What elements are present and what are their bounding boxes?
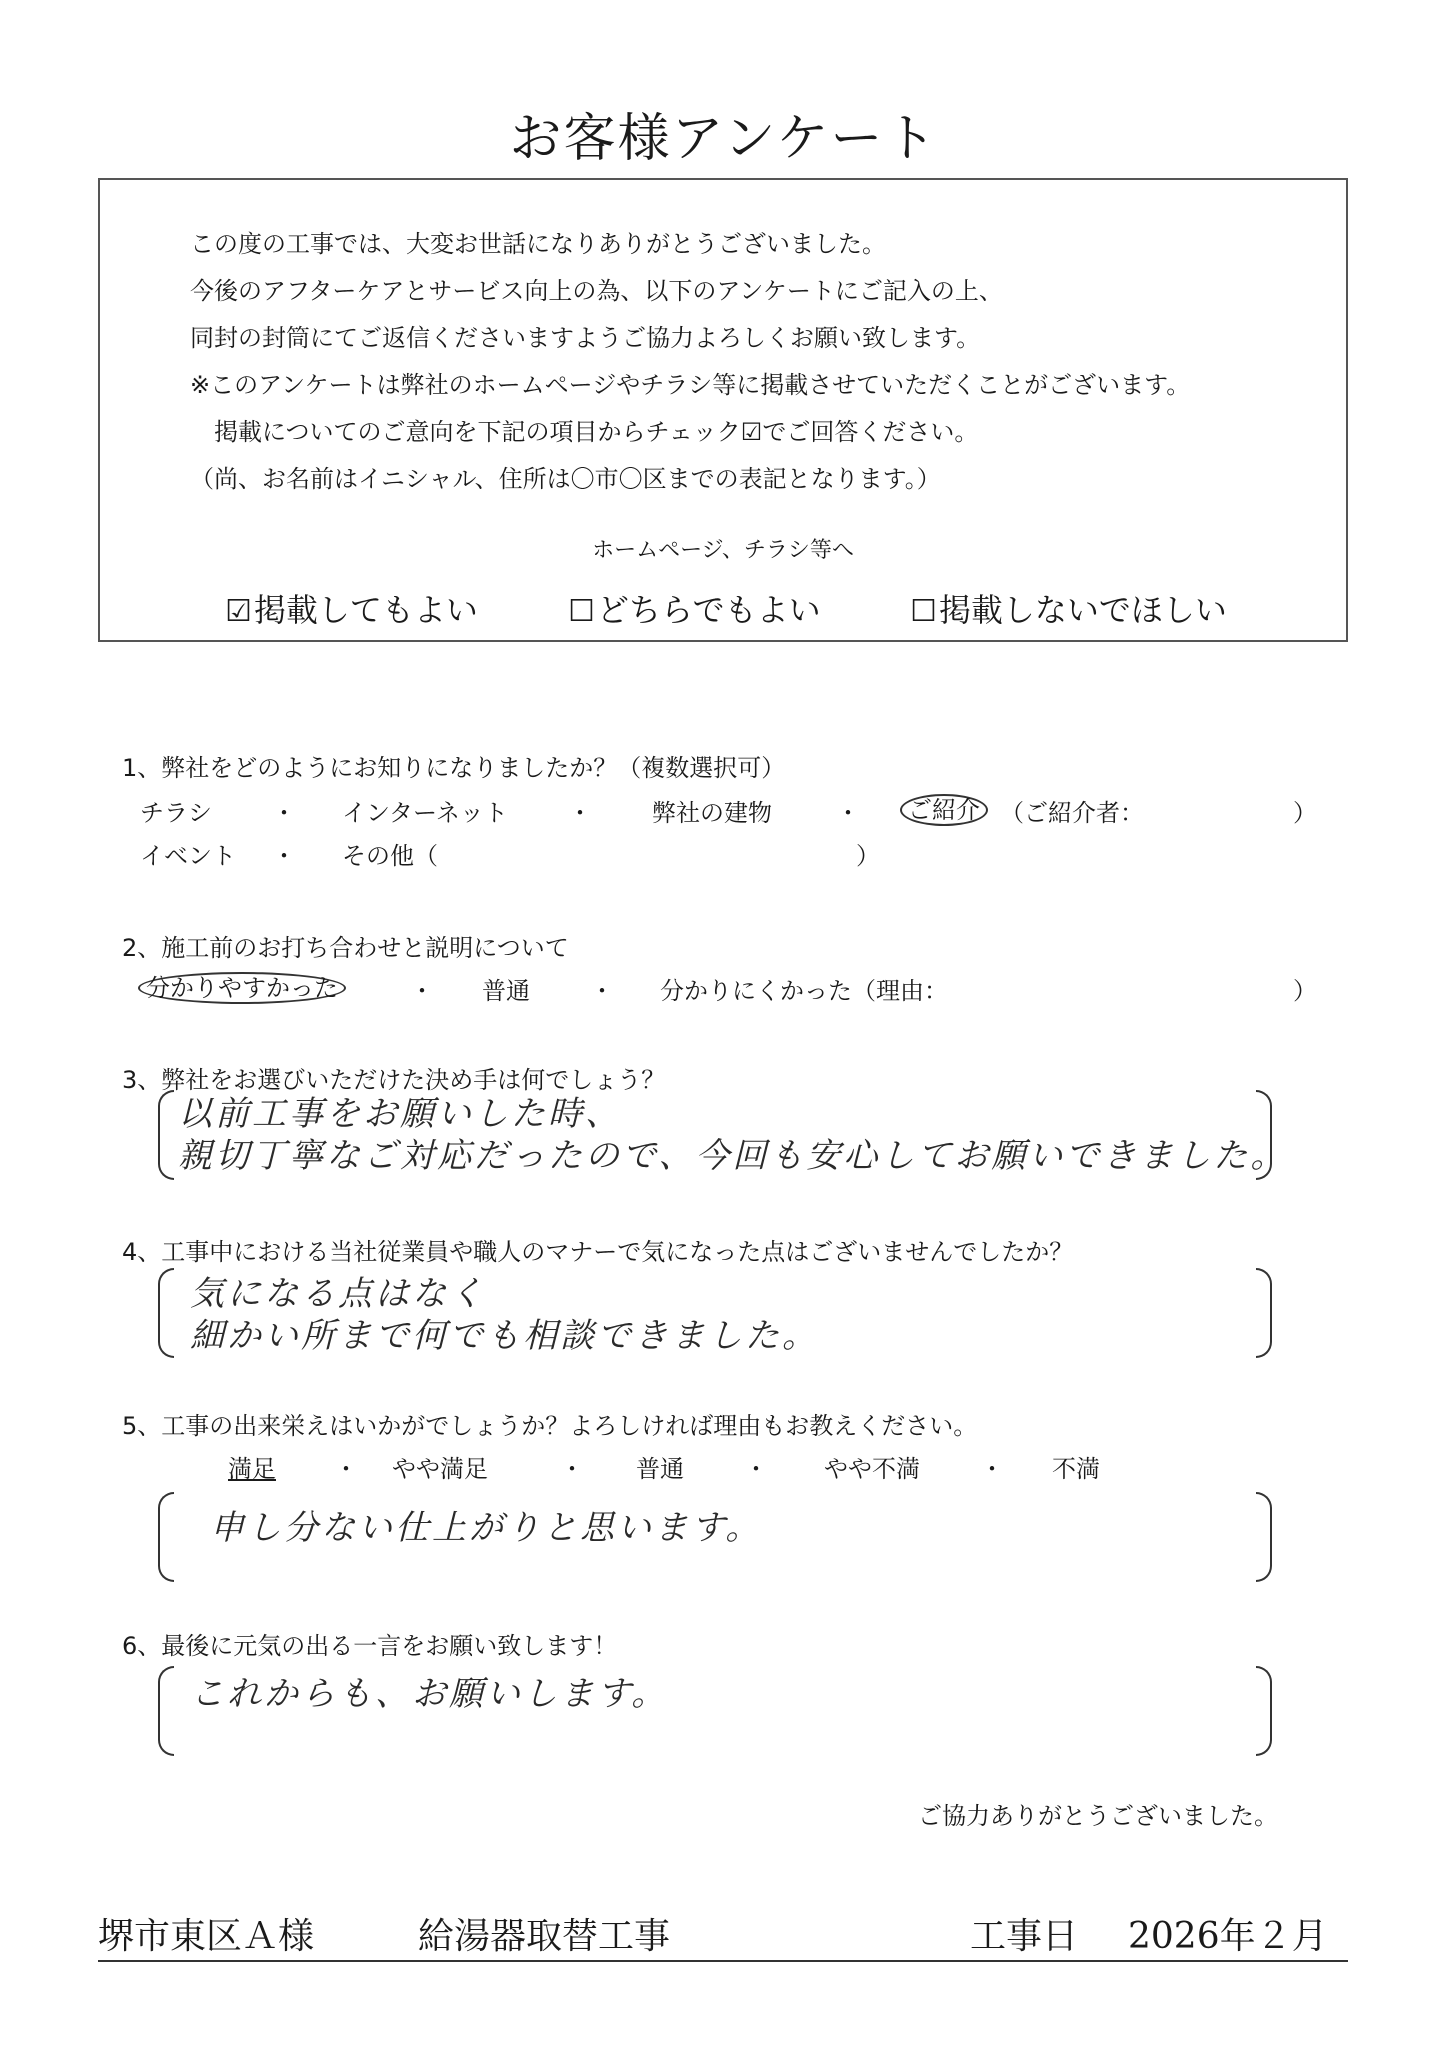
intro-line: ※このアンケートは弊社のホームページやチラシ等に掲載させていただくことがございます。	[190, 371, 1191, 399]
q3-answer-line[interactable]: 以前工事をお願いした時、	[178, 1094, 622, 1134]
footer-date-label: 工事日	[970, 1916, 1079, 1957]
intro-box	[98, 178, 1348, 642]
q3-answer-line[interactable]: 親切丁寧なご対応だったので、今回も安心してお願いできました。	[178, 1136, 1288, 1176]
thanks-message: ご協力ありがとうございました。	[918, 1802, 1278, 1830]
q2-option-unclear[interactable]: 分かりにくかった（理由：	[660, 977, 948, 1005]
answer-bracket-right	[1256, 1492, 1272, 1582]
answer-bracket-right	[1256, 1268, 1272, 1358]
q5-option-satisfied-selected[interactable]: 満足	[228, 1455, 276, 1483]
publish-option-no[interactable]	[910, 585, 1227, 631]
q1-option-flyer[interactable]: チラシ	[140, 799, 212, 827]
answer-bracket-left	[158, 1268, 174, 1358]
q5-answer-line[interactable]: 申し分ない仕上がりと思います。	[210, 1508, 763, 1548]
q1-separator: ・	[272, 842, 296, 870]
q1-referrer-label: （ご紹介者：	[1000, 799, 1144, 827]
q5-option-normal[interactable]: 普通	[636, 1455, 684, 1483]
intro-line: 掲載についてのご意向を下記の項目からチェック☑でご回答ください。	[190, 418, 979, 446]
q2-reason-close: ）	[1293, 977, 1317, 1005]
q4-answer-line[interactable]: 細かい所まで何でも相談できました。	[190, 1316, 819, 1356]
footer-divider	[98, 1960, 1348, 1962]
footer-customer: 堺市東区Ａ様	[98, 1916, 315, 1957]
question-2: 2、施工前のお打ち合わせと説明について	[122, 934, 569, 962]
footer-date-value: 2026年２月	[1128, 1916, 1328, 1957]
q1-option-internet[interactable]: インターネット	[342, 799, 508, 827]
q2-option-clear: 分かりやすかった	[138, 972, 346, 1004]
intro-line: この度の工事では、大変お世話になりありがとうございました。	[190, 230, 886, 258]
q1-option-referral: ご紹介	[900, 794, 988, 826]
q5-option-somewhat-dissatisfied[interactable]: やや不満	[824, 1455, 920, 1483]
answer-bracket-right	[1256, 1666, 1272, 1756]
q5-separator: ・	[334, 1455, 358, 1483]
checkbox-icon[interactable]: ☑	[225, 594, 252, 629]
q2-option-normal[interactable]: 普通	[482, 977, 530, 1005]
q1-option-building[interactable]: 弊社の建物	[652, 799, 772, 827]
answer-bracket-left	[158, 1492, 174, 1582]
q1-option-other[interactable]: その他（	[342, 842, 438, 870]
publish-option-ok[interactable]	[225, 585, 478, 631]
q5-option-somewhat-satisfied[interactable]: やや満足	[392, 1455, 488, 1483]
question-1: 1、弊社をどのようにお知りになりましたか？（複数選択可）	[122, 754, 786, 782]
publish-option-label: 掲載しないでほしい	[938, 591, 1227, 629]
q5-option-dissatisfied[interactable]: 不満	[1052, 1455, 1100, 1483]
answer-bracket-left	[158, 1666, 174, 1756]
publish-option-label: 掲載してもよい	[253, 591, 478, 629]
q5-separator: ・	[744, 1455, 768, 1483]
q1-separator: ・	[836, 799, 860, 827]
q2-option-clear-selected[interactable]	[138, 968, 346, 1003]
answer-bracket-left	[158, 1090, 174, 1180]
q1-separator: ・	[272, 799, 296, 827]
checkbox-icon[interactable]: ☐	[910, 594, 937, 629]
intro-line: （尚、お名前はイニシャル、住所は〇市〇区までの表記となります。）	[190, 465, 941, 493]
intro-line: 今後のアフターケアとサービス向上の為、以下のアンケートにご記入の上、	[190, 277, 1003, 305]
q4-answer-line[interactable]: 気になる点はなく	[190, 1274, 486, 1314]
q5-separator: ・	[980, 1455, 1004, 1483]
q1-referrer-close: ）	[1293, 799, 1317, 827]
publish-option-label: どちらでもよい	[596, 591, 821, 629]
q2-separator: ・	[590, 977, 614, 1005]
q1-other-close: ）	[856, 842, 880, 870]
publish-option-either[interactable]	[568, 585, 821, 631]
question-5: 5、工事の出来栄えはいかがでしょうか？よろしければ理由もお教えください。	[122, 1412, 978, 1440]
q6-answer-line[interactable]: これからも、お願いします。	[190, 1674, 669, 1714]
question-6: 6、最後に元気の出る一言をお願い致します！	[122, 1632, 618, 1660]
q2-separator: ・	[410, 977, 434, 1005]
intro-line: 同封の封筒にてご返信くださいますようご協力よろしくお願い致します。	[190, 324, 981, 352]
checkbox-icon[interactable]: ☐	[568, 594, 595, 629]
publish-heading: ホームページ、チラシ等へ	[592, 538, 854, 563]
q1-option-event[interactable]: イベント	[140, 842, 236, 870]
q1-separator: ・	[568, 799, 592, 827]
question-4: 4、工事中における当社従業員や職人のマナーで気になった点はございませんでしたか？	[122, 1238, 1074, 1266]
q5-separator: ・	[560, 1455, 584, 1483]
footer-work: 給湯器取替工事	[418, 1916, 671, 1957]
question-3: 3、弊社をお選びいただけた決め手は何でしょう？	[122, 1066, 666, 1094]
q1-option-referral-selected[interactable]	[900, 790, 988, 825]
survey-title: お客様アンケート	[509, 109, 939, 169]
